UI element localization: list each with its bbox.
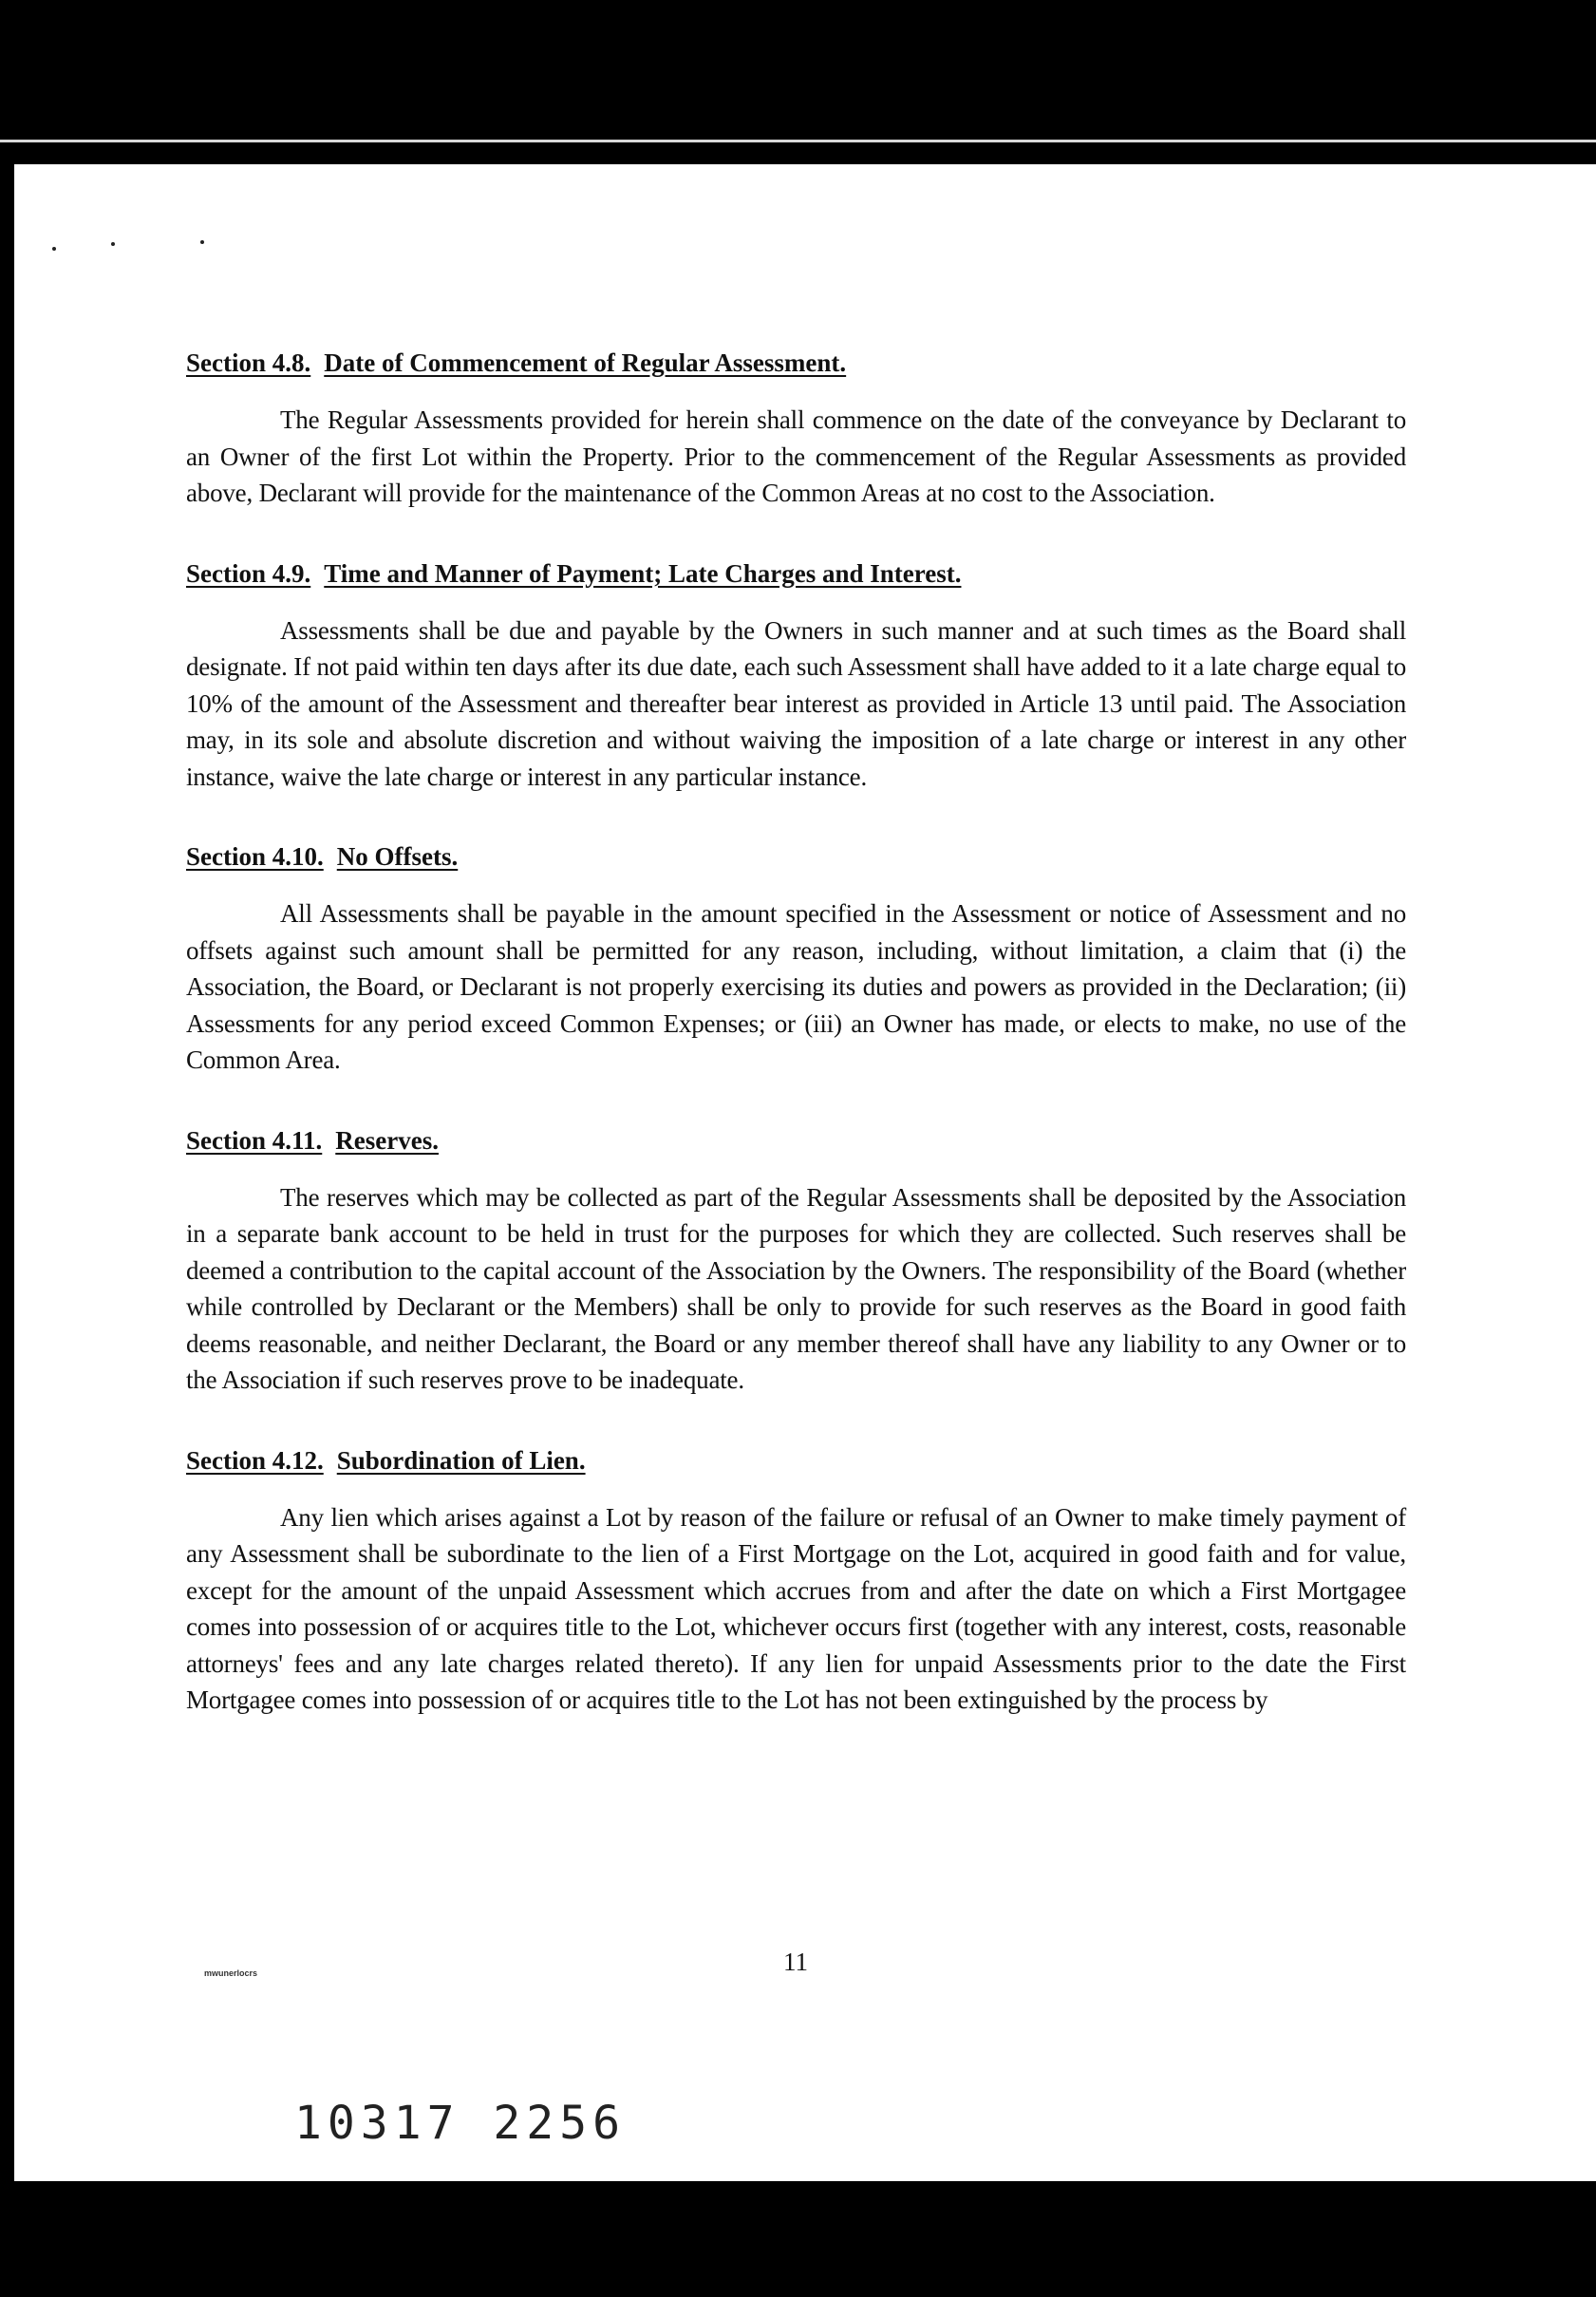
section-number: Section 4.11. xyxy=(186,1125,323,1155)
section-number: Section 4.8. xyxy=(186,348,311,377)
section-4-8 xyxy=(186,345,1406,512)
section-title: No Offsets. xyxy=(336,842,459,871)
section-number: Section 4.9. xyxy=(186,558,311,588)
section-paragraph: The reserves which may be collected as part of the Regular Assessments shall be deposited by the Association in a separate bank account to be held in trust for the purposes for which they are collected. Such reserves shall be deemed a contribution to the capital account of the Association by the Owners. The responsibility of the Board (whether while controlled by Declarant or the Members) shall be only to provide for such reserves as the Board in good faith deems reasonable, and neither Declarant, the Board or any member thereof shall have any liability to any Owner or to the Association if such reserves prove to be inadequate. xyxy=(186,1182,1406,1394)
section-heading xyxy=(186,838,1406,875)
section-heading xyxy=(186,1122,1406,1158)
section-heading xyxy=(186,1442,1406,1478)
section-title: Time and Manner of Payment; Late Charges and Interest. xyxy=(324,558,962,588)
document-page xyxy=(14,164,1596,2181)
scan-speck xyxy=(200,240,204,244)
top-rule xyxy=(0,140,1596,142)
section-4-11 xyxy=(186,1122,1406,1399)
page-number: 11 xyxy=(783,1948,808,1976)
section-4-9 xyxy=(186,555,1406,796)
section-paragraph: All Assessments shall be payable in the amount specified in the Assessment or notice of Assessment and no offsets against such amount shall be permitted for any reason, including, without limitation, a claim that (i) the Association, the Board, or Declarant is not properly exercising its duties and powers as provided in the Declaration; (ii) Assessments for any period exceed Common Expenses; or (iii) an Owner has made, or elects to make, no use of the Common Area. xyxy=(186,899,1406,1074)
section-title: Date of Commencement of Regular Assessment. xyxy=(324,348,847,377)
section-4-10 xyxy=(186,838,1406,1079)
file-code: mwunerlocrs xyxy=(204,1968,258,1978)
section-number: Section 4.10. xyxy=(186,842,324,871)
section-paragraph: The Regular Assessments provided for herein shall commence on the date of the conveyance by Declarant to an Owner of the first Lot within the Property. Prior to the commencement of the Regular Assessments as provided above, Declarant will provide for the maintenance of the Common Areas at no cost to the Association. xyxy=(186,405,1406,507)
section-title: Subordination of Lien. xyxy=(336,1445,586,1475)
section-number: Section 4.12. xyxy=(186,1445,324,1475)
document-body xyxy=(186,345,1406,1762)
section-4-12 xyxy=(186,1442,1406,1719)
scan-speck xyxy=(111,242,115,246)
section-heading xyxy=(186,345,1406,381)
document-stamp: 10317 2256 xyxy=(294,2097,626,2150)
section-paragraph: Assessments shall be due and payable by the Owners in such manner and at such times as the Board shall designate. If not paid within ten days after its due date, each such Assessment shall have added to it a late charge equal to 10% of the amount of the Assessment and thereafter bear interest as provided in Article 13 until paid. The Association may, in its sole and absolute discretion and without waiving the imposition of a late charge or interest in any other instance, waive the late charge or interest in any particular instance. xyxy=(186,615,1406,791)
section-heading xyxy=(186,555,1406,592)
scan-speck xyxy=(52,247,56,251)
section-title: Reserves. xyxy=(335,1125,439,1155)
section-paragraph: Any lien which arises against a Lot by reason of the failure or refusal of an Owner to make timely payment of any Assessment shall be subordinate to the lien of a First Mortgage on the Lot, acquired in good faith and for value, except for the amount of the unpaid Assessment which accrues from and after the date on which a First Mortgagee comes into possession of or acquires title to the Lot, whichever occurs first (together with any interest, costs, reasonable attorneys' fees and any late charges related thereto). If any lien for unpaid Assessments prior to the date the First Mortgagee comes into possession of or acquires title to the Lot has not been extinguished by the process by xyxy=(186,1502,1406,1714)
